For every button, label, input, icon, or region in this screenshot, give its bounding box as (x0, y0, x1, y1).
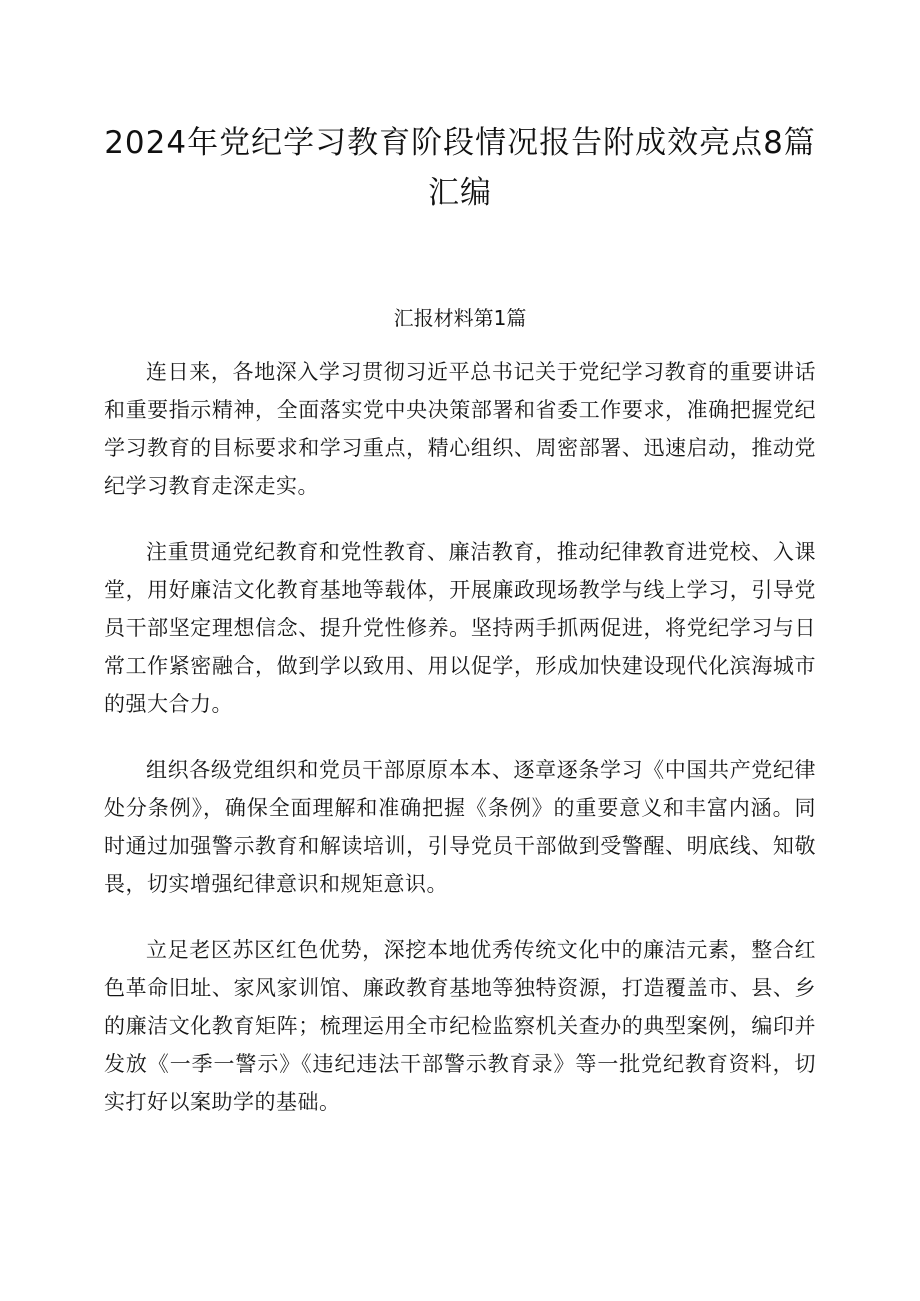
document-title: 2024年党纪学习教育阶段情况报告附成效亮点8篇汇编 (104, 125, 816, 211)
body-paragraph-1: 连日来，各地深入学习贯彻习近平总书记关于党纪学习教育的重要讲话和重要指示精神，全面落实党中央决策部署和省委工作要求，准确把握党纪学习教育的目标要求和学习重点，精心组织、周密部署、迅速启动，推动党纪学习教育走深走实。 (104, 360, 816, 498)
body-paragraph-4: 立足老区苏区红色优势，深挖本地优秀传统文化中的廉洁元素，整合红色革命旧址、家风家训馆、廉政教育基地等独特资源，打造覆盖市、县、乡的廉洁文化教育矩阵；梳理运用全市纪检监察机关查办的典型案例，编印并发放《一季一警示》《违纪违法干部警示教育录》等一批党纪教育资料，切实打好以案助学的基础。 (104, 938, 816, 1114)
body-paragraph-3: 组织各级党组织和党员干部原原本本、逐章逐条学习《中国共产党纪律处分条例》，确保全面理解和准确把握《条例》的重要意义和丰富内涵。同时通过加强警示教育和解读培训，引导党员干部做到受警醒、明底线、知敬畏，切实增强纪律意识和规矩意识。 (104, 758, 816, 896)
section-heading: 汇报材料第1篇 (393, 306, 527, 330)
body-paragraph-2: 注重贯通党纪教育和党性教育、廉洁教育，推动纪律教育进党校、入课堂，用好廉洁文化教育基地等载体，开展廉政现场教学与线上学习，引导党员干部坚定理想信念、提升党性修养。坚持两手抓两促进，将党纪学习与日常工作紧密融合，做到学以致用、用以促学，形成加快建设现代化滨海城市的强大合力。 (104, 540, 816, 716)
